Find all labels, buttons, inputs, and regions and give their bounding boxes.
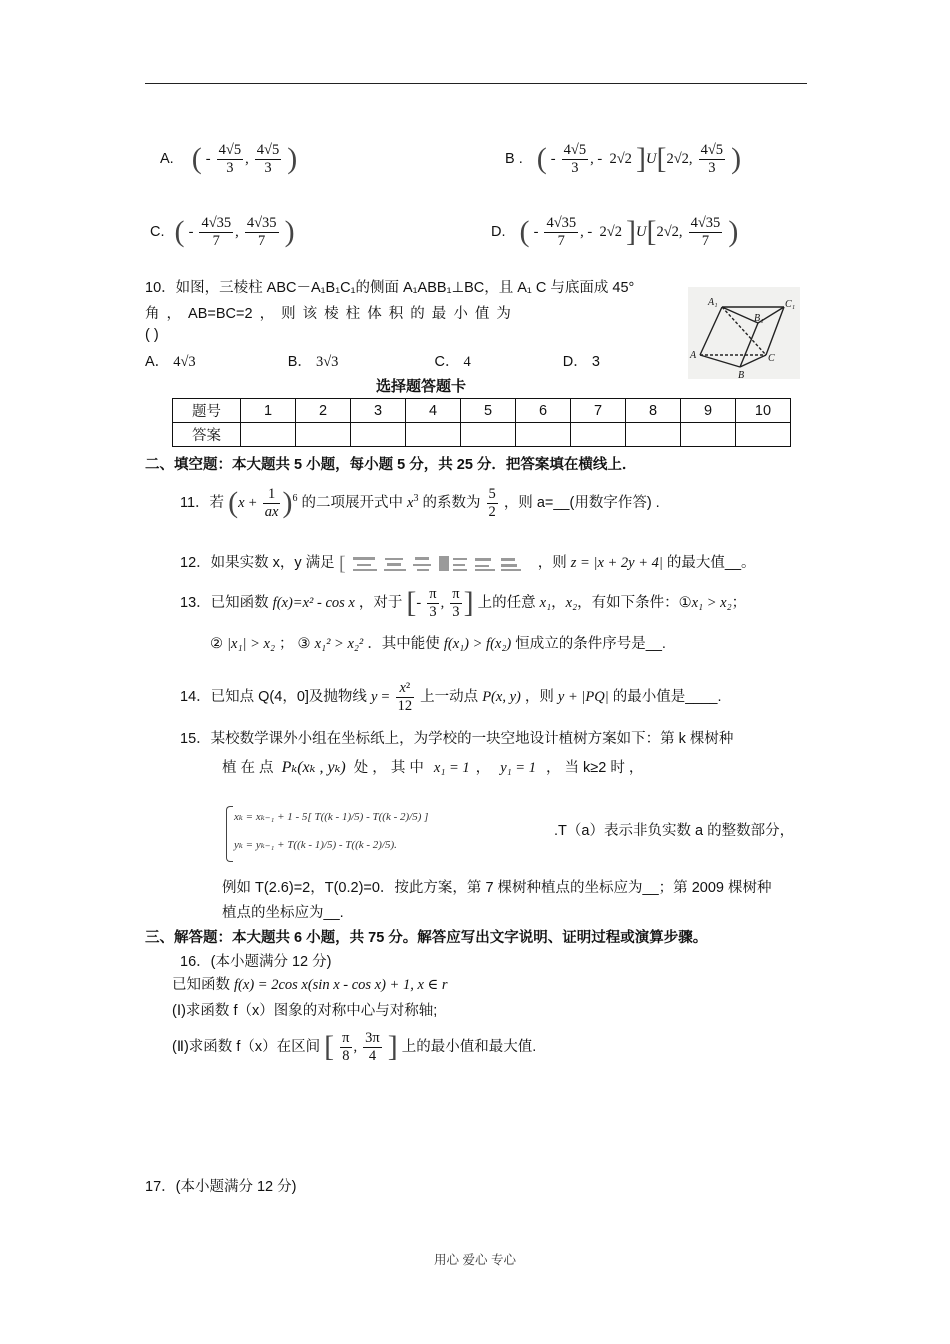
label-a1: A₁ <box>708 297 718 308</box>
frac-4sqrt5-3: $\frac{4√5}{3}$ <box>256 142 280 176</box>
q14-point: P(x, y) <box>482 689 521 705</box>
cell-number: 3 <box>351 399 406 423</box>
answer-cell[interactable] <box>736 423 791 447</box>
q13-line2-c: ．其中能使 <box>367 636 440 652</box>
answer-cell[interactable] <box>241 423 296 447</box>
answer-cell[interactable] <box>296 423 351 447</box>
q10-line3: ( ) <box>145 327 159 343</box>
option-c-label: C. <box>150 224 165 240</box>
q14: 14．已知点 Q(4，0]及抛物线 y = $\frac{\text{x²}}{12}$ 上一动点 P(x, y) ，则 y + |PQ| 的最小值是____. <box>180 680 722 714</box>
prism-diagram <box>688 287 800 379</box>
cell-number: 8 <box>626 399 681 423</box>
answer-cell[interactable] <box>681 423 736 447</box>
q16-func: f(x) = 2cos x(sin x - cos x) + 1, x ∈ r <box>234 977 448 993</box>
q14-mid2: ，则 <box>524 689 554 705</box>
q9-option-a: A. ( - $\frac{4√5}{3}$ , $\frac{4√5}{3}$ ) <box>160 142 298 176</box>
q13-prefix: 13．已知函数 <box>180 595 269 611</box>
frac-4sqrt5-3: $\frac{4√5}{3}$ <box>218 142 242 176</box>
answer-card-number-row <box>173 399 791 423</box>
q13-line2 <box>210 632 666 653</box>
row-header-answer: 答案 <box>173 423 241 447</box>
q14-mid: 上一动点 <box>420 689 479 705</box>
q14-suffix: 的最小值是____. <box>612 689 722 705</box>
q11-prefix: 11．若 <box>180 495 225 511</box>
answer-cell[interactable] <box>626 423 681 447</box>
cell-number: 2 <box>296 399 351 423</box>
option-a-label: A. <box>160 151 174 167</box>
q13-cond1: x₁ > x₂ <box>691 595 732 611</box>
q9-option-d: D. ( - $\frac{4√35}{7}$ , - 2√2 ]U[2√2, $\frac{4√35}{7}$ ) <box>491 215 739 249</box>
q10-opt-a: 4√3 <box>173 354 196 370</box>
constraint-system-image <box>339 552 534 574</box>
label-c1: C₁ <box>785 299 796 310</box>
label-b: B <box>738 370 745 379</box>
cell-number: 1 <box>241 399 296 423</box>
q10-line1: 10．如图，三棱柱 ABC－A₁B₁C₁的侧面 A₁ABB₁⊥BC，且 A₁ C 与底面成 45° <box>145 280 635 296</box>
q16-part2-prefix: (Ⅱ)求函数 f（x）在区间 <box>172 1039 321 1055</box>
q16-part2: (Ⅱ)求函数 f（x）在区间 [ $\frac{\pi}{8}$ , $\frac{3\pi}{4}$ ] 上的最小值和最大值. <box>172 1030 537 1064</box>
q10-options <box>145 350 600 371</box>
q12-expr: z = |x + 2y + 4| <box>570 555 663 571</box>
row-header-number: 题号 <box>173 399 241 423</box>
q16-part2-suffix: 上的最小值和最大值. <box>401 1039 537 1055</box>
q12-suffix: 的最大值__。 <box>666 555 756 571</box>
q13-semicolon: ； <box>731 595 747 611</box>
q11-mid: 的二项展开式中 <box>301 495 403 511</box>
answer-cell[interactable] <box>461 423 516 447</box>
q15-line2: 植 在 点 Pₖ(xₖ , yₖ) 处 ， 其 中 x₁ = 1 ， y₁ = 1 ， 当 k≥2 时 ， <box>222 759 644 776</box>
label-a: A <box>690 350 697 361</box>
prism-figure <box>688 287 800 379</box>
answer-card-title: 选择题答题卡 <box>376 378 467 395</box>
label-c: C <box>768 353 775 364</box>
q15-line5: 植点的坐标应为__. <box>222 905 344 921</box>
q14-prefix: 14．已知点 Q(4，0]及抛物线 <box>180 689 367 705</box>
q10-opt-c: 4 <box>463 354 471 370</box>
q10-opt-c-label: C． <box>434 354 460 370</box>
q15-y1: y₁ = 1 <box>500 760 536 776</box>
q11-mid2: 的系数为 <box>422 495 481 511</box>
q15-line3: .T（a）表示非负实数 a 的整数部分， <box>554 823 795 839</box>
cell-number: 6 <box>516 399 571 423</box>
answer-card-table <box>172 398 791 447</box>
q15-sys1: xₖ = xₖ₋₁ + 1 - 5[ T((k - 1)/5) - T((k - 2)/5) ] <box>234 811 429 823</box>
q12-mid: ，则 <box>537 555 567 571</box>
q13-x2: x₂ <box>565 595 578 611</box>
q13-mid2: 上的任意 <box>477 595 536 611</box>
q13-x1: x₁ <box>539 595 552 611</box>
q15-sys2: yₖ = yₖ₋₁ + T((k - 1)/5) - T((k - 2)/5). <box>234 839 397 851</box>
cell-number: 4 <box>406 399 461 423</box>
q9-option-c: C. ( - $\frac{4√35}{7}$ , $\frac{4√35}{7}$ ) <box>150 215 295 249</box>
q13-circle2: ② <box>210 636 223 652</box>
q10-opt-d-label: D． <box>562 354 588 370</box>
q13-ineq: f(x₁) > f(x₂) <box>443 636 512 652</box>
q10-opt-a-label: A． <box>145 354 170 370</box>
q15-line2-c: ， 当 k≥2 时 ， <box>545 760 644 776</box>
q12 <box>180 551 756 574</box>
option-b-label: B . <box>505 151 523 167</box>
q16-title: 16．(本小题满分 12 分) <box>180 954 332 970</box>
q10-line2: 角 ， AB=BC=2 ， 则 该 棱 柱 体 积 的 最 小 值 为 <box>145 306 511 322</box>
svg-text:[: [ <box>338 553 346 575</box>
q15-line2-b: 处 ， 其 中 <box>353 760 424 776</box>
q16-given-prefix: 已知函数 <box>172 977 230 993</box>
q13-line1: 13．已知函数 f(x)=x² - cos x ，对于 [- $\frac{\pi}{3}$ , $\frac{\pi}{3}$ ] 上的任意 x₁，x₂，有如下条件：①x₁ > x₂； <box>180 586 747 620</box>
answer-cell[interactable] <box>571 423 626 447</box>
q11-suffix: ，则 a=__(用数字作答) . <box>503 495 660 511</box>
cell-number: 9 <box>681 399 736 423</box>
q15-line2-a: 植 在 点 <box>222 760 274 776</box>
q15-line4: 例如 T(2.6)=2，T(0.2)=0．按此方案，第 7 棵树种植点的坐标应为__；第 2009 棵树种 <box>222 880 772 896</box>
q13-cond2: |x₁| > x₂ <box>227 636 275 652</box>
q10-opt-b-label: B． <box>287 354 312 370</box>
q12-prefix: 12．如果实数 x，y 满足 <box>180 555 335 571</box>
q9-option-b: B . ( - $\frac{4√5}{3}$ , - 2√2 ]U[2√2, $\frac{4√5}{3}$ ) <box>505 142 742 176</box>
q15-pk: Pₖ(xₖ , yₖ) <box>281 759 346 776</box>
answer-cell[interactable] <box>516 423 571 447</box>
header-rule <box>145 83 807 84</box>
q10-opt-b: 3√3 <box>315 354 339 370</box>
q14-expr: y + |PQ| <box>557 689 609 705</box>
q13-mid: ，对于 <box>358 595 403 611</box>
cell-number: 10 <box>736 399 791 423</box>
q13-mid3: ，有如下条件：① <box>577 595 692 611</box>
q17-title: 17．(本小题满分 12 分) <box>145 1179 297 1195</box>
q13-line2-d: 恒成立的条件序号是__. <box>515 636 666 652</box>
option-d-label: D. <box>491 224 506 240</box>
label-b1: B₁ <box>754 313 764 324</box>
q10-opt-d: 3 <box>591 354 600 370</box>
cell-number: 5 <box>461 399 516 423</box>
section3-heading: 三、解答题：本大题共 6 小题，共 75 分。解答应写出文字说明、证明过程或演算步骤。 <box>145 930 708 946</box>
q16-given <box>172 973 448 994</box>
q13-comma: ， <box>551 595 566 611</box>
q15-line1: 15．某校数学课外小组在坐标纸上，为学校的一块空地设计植树方案如下：第 k 棵树种 <box>180 731 734 747</box>
q16-part1: (Ⅰ)求函数 f（x）图象的对称中心与对称轴; <box>172 1003 438 1019</box>
q11: 11．若 (x + $\frac{1}{ax}$ )$^6$ 的二项展开式中 $x^3$ 的系数为 $\frac{5}{2}$ ，则 a=__(用数字作答) . <box>180 486 660 520</box>
section2-heading: 二、填空题：本大题共 5 小题，每小题 5 分，共 25 分．把答案填在横线上． <box>145 457 637 473</box>
q13-cond3: x₁² > x₂² <box>314 636 364 652</box>
answer-cell[interactable] <box>351 423 406 447</box>
q15-x1: x₁ = 1 <box>433 760 470 776</box>
page-footer: 用心 爱心 专心 <box>434 1253 516 1267</box>
q13-circle3: ； ③ <box>279 636 311 652</box>
answer-cell[interactable] <box>406 423 461 447</box>
q13-func: f(x)=x² - cos x <box>272 595 355 611</box>
cell-number: 7 <box>571 399 626 423</box>
answer-card-answer-row <box>173 423 791 447</box>
